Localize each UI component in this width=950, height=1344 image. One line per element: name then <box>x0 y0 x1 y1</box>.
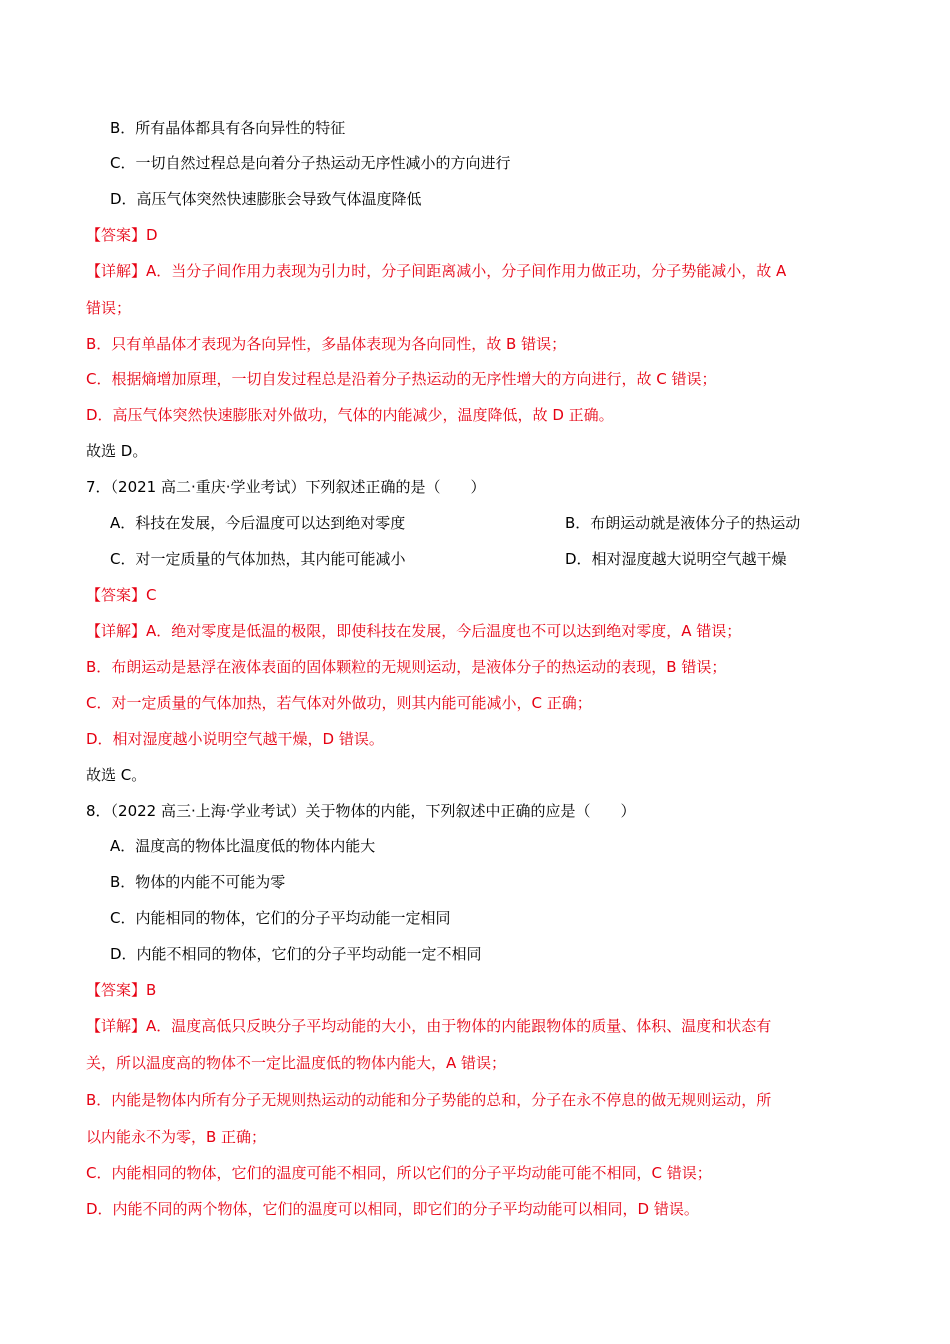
q7-options-row-2 <box>110 549 787 569</box>
q6-choice: 故选 D。 <box>86 442 148 460</box>
q8-option-c: C．内能相同的物体，它们的分子平均动能一定相同 <box>110 909 451 927</box>
q7-choice: 故选 C。 <box>86 766 147 784</box>
q6-detail-a-cont: 错误； <box>86 299 132 317</box>
q7-option-b: B．布朗运动就是液体分子的热运动 <box>565 514 801 532</box>
q8-option-d: D．内能不相同的物体，它们的分子平均动能一定不相同 <box>110 945 482 963</box>
q8-detail-a-cont: 关，所以温度高的物体不一定比温度低的物体内能大，A 错误； <box>86 1054 507 1072</box>
q7-detail-b: B．布朗运动是悬浮在液体表面的固体颗粒的无规则运动，是液体分子的热运动的表现，B 错误； <box>86 658 727 676</box>
q6-option-d: D．高压气体突然快速膨胀会导致气体温度降低 <box>110 190 422 208</box>
q8-detail-c: C．内能相同的物体，它们的温度可能不相同，所以它们的分子平均动能可能不相同，C 错误； <box>86 1164 712 1182</box>
q7-answer: 【答案】C <box>86 586 157 604</box>
q8-detail-a: 【详解】A．温度高低只反映分子平均动能的大小，由于物体的内能跟物体的质量、体积、温度和状态有 <box>86 1017 772 1035</box>
q8-option-b: B．物体的内能不可能为零 <box>110 873 286 891</box>
q6-detail-d: D．高压气体突然快速膨胀对外做功，气体的内能减少，温度降低，故 D 正确。 <box>86 406 614 424</box>
q7-detail-c: C．对一定质量的气体加热，若气体对外做功，则其内能可能减小，C 正确； <box>86 694 592 712</box>
q7-detail-d: D．相对湿度越小说明空气越干燥，D 错误。 <box>86 730 384 748</box>
q6-detail-c: C．根据熵增加原理，一切自发过程总是沿着分子热运动的无序性增大的方向进行，故 C 错误； <box>86 370 717 388</box>
q6-option-b: B．所有晶体都具有各向异性的特征 <box>110 119 346 137</box>
q6-detail-a: 【详解】A．当分子间作用力表现为引力时，分子间距离减小，分子间作用力做正功，分子势能减小，故 A <box>86 262 787 280</box>
q6-answer: 【答案】D <box>86 226 158 244</box>
q8-answer: 【答案】B <box>86 981 157 999</box>
q7-detail-a: 【详解】A．绝对零度是低温的极限，即使科技在发展，今后温度也不可以达到绝对零度，A 错误； <box>86 622 742 640</box>
q7-option-d: D．相对湿度越大说明空气越干燥 <box>565 550 787 568</box>
q8-stem: 8．（2022 高三·上海·学业考试）关于物体的内能，下列叙述中正确的应是（ ） <box>86 802 636 820</box>
q8-detail-b: B．内能是物体内所有分子无规则热运动的动能和分子势能的总和，分子在永不停息的做无规则运动，所 <box>86 1091 772 1109</box>
q7-option-c: C．对一定质量的气体加热，其内能可能减小 <box>110 550 406 568</box>
q7-option-a: A．科技在发展，今后温度可以达到绝对零度 <box>110 514 406 532</box>
q8-detail-b-cont: 以内能永不为零，B 正确； <box>86 1128 267 1146</box>
q6-detail-b: B．只有单晶体才表现为各向异性，多晶体表现为各向同性，故 B 错误； <box>86 335 567 353</box>
q8-detail-d: D．内能不同的两个物体，它们的温度可以相同，即它们的分子平均动能可以相同，D 错误。 <box>86 1200 699 1218</box>
q8-option-a: A．温度高的物体比温度低的物体内能大 <box>110 837 376 855</box>
q7-options-row-1 <box>110 513 801 533</box>
q6-option-c: C．一切自然过程总是向着分子热运动无序性减小的方向进行 <box>110 154 511 172</box>
q7-stem: 7．（2021 高二·重庆·学业考试）下列叙述正确的是（ ） <box>86 478 486 496</box>
